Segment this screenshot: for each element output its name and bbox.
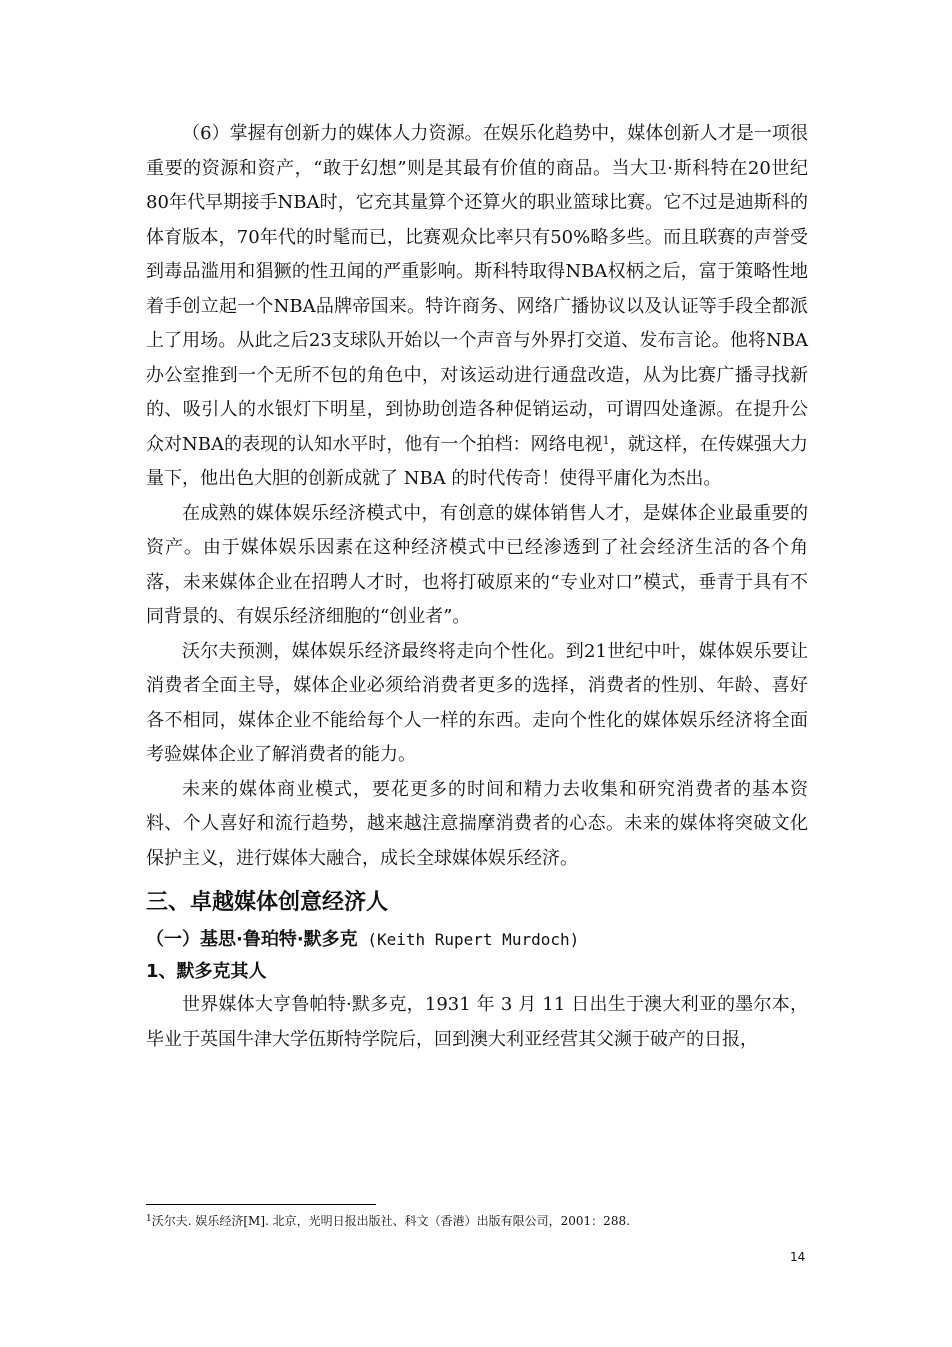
- paragraph-text: ，就这样，在传媒强大力量下，他出色大胆的创新成就了 NBA 的时代传奇！使得平庸化为杰出。: [146, 433, 808, 489]
- footnote: [146, 1212, 808, 1230]
- subsection-title-cn: （一）基思·鲁珀特·默多克: [146, 929, 358, 950]
- subsection-heading: [146, 924, 808, 956]
- paragraph-nba: [146, 117, 808, 497]
- page-number: 14: [790, 1250, 806, 1264]
- footnote-ref[interactable]: 1: [602, 433, 610, 447]
- footnote-divider: [146, 1204, 376, 1205]
- paragraph-personalization: 沃尔夫预测，媒体娱乐经济最终将走向个性化。到21世纪中叶，媒体娱乐要让消费者全面主导，媒体企业必须给消费者更多的选择，消费者的性别、年龄、喜好各不相同，媒体企业不能给每个人一样的东西。走向个性化的媒体娱乐经济将全面考验媒体企业了解消费者的能力。: [146, 640, 808, 765]
- footnote-text: 沃尔夫. 娱乐经济[M]. 北京，光明日报出版社、科文（香港）出版有限公司，2001：288.: [151, 1214, 630, 1228]
- paragraph-future-model: 未来的媒体商业模式，要花更多的时间和精力去收集和研究消费者的基本资料、个人喜好和流行趋势，越来越注意揣摩消费者的心态。未来的媒体将突破文化保护主义，进行媒体大融合，成长全球媒体娱乐经济。: [146, 778, 808, 869]
- section-heading: 三、卓越媒体创意经济人: [146, 890, 389, 915]
- paragraph-text: （6）掌握有创新力的媒体人力资源。在娱乐化趋势中，媒体创新人才是一项很重要的资源和资产，“敢于幻想”则是其最有价值的商品。当大卫·斯科特在20世纪80年代早期接手NBA时，它充其量算个还算火的职业篮球比赛。它不过是迪斯科的体育版本，70年代的时髦而已，比赛观众比率只有50%略多些。而且联赛的声誉受到毒品滥用和猖獗的性丑闻的严重影响。斯科特取得NBA权柄之后，富于策略性地着手创立起一个NBA品牌帝国来。特许商务、网络广播协议以及认证等手段全都派上了用场。从此之后23支球队开始以一个声音与外界打交道、发布言论。他将NBA办公室推到一个无所不包的角色中，对该运动进行通盘改造，从为比赛广播寻找新的、吸引人的水银灯下明星，到协助创造各种促销运动，可谓四处逢源。在提升公众对NBA的表现的认知水平时，他有一个拍档：网络电视: [146, 123, 808, 455]
- footnote-marker: 1: [146, 1214, 152, 1224]
- subsection-title-en: (Keith Rupert Murdoch): [357, 930, 580, 949]
- page-body: [146, 117, 808, 1057]
- sub-subsection-heading: 1、默多克其人: [146, 961, 267, 982]
- paragraph-murdoch: 世界媒体大亨鲁帕特·默多克，1931 年 3 月 11 日出生于澳大利亚的墨尔本，毕业于英国牛津大学伍斯特学院后，回到澳大利亚经营其父濒于破产的日报，: [146, 994, 808, 1050]
- paragraph-talent: 在成熟的媒体娱乐经济模式中，有创意的媒体销售人才，是媒体企业最重要的资产。由于媒体娱乐因素在这种经济模式中已经渗透到了社会经济生活的各个角落，未来媒体企业在招聘人才时，也将打破原来的“专业对口”模式，垂青于具有不同背景的、有娱乐经济细胞的“创业者”。: [146, 502, 808, 627]
